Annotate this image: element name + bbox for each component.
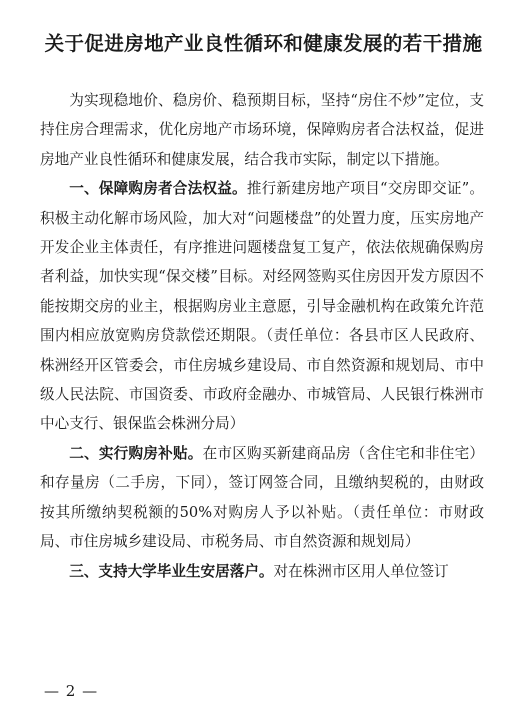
section-heading-1: 一、保障购房者合法权益。: [69, 180, 247, 198]
document-title: 关于促进房地产业良性循环和健康发展的若干措施: [44, 32, 483, 55]
section-paragraph-2: [40, 439, 484, 557]
section-paragraph-3: [40, 557, 484, 586]
section-heading-2: 二、实行购房补贴。: [69, 444, 203, 462]
intro-paragraph: 为实现稳地价、稳房价、稳预期目标，坚持“房住不炒”定位，支持住房合理需求，优化房地产市场环境，保障购房者合法权益，促进房地产业良性循环和健康发展，结合我市实际，制定以下措施。: [40, 92, 484, 168]
section-text-2: 在市区购买新建商品房（含住宅和非住宅）和存量房（二手房，下同），签订网签合同，且缴纳契税的，由财政按其所缴纳契税额的50%对购房人予以补贴。（责任单位：市财政局、市住房城乡建设局、市税务局、市自然资源和规划局）: [40, 444, 484, 551]
section-text-3: 对在株洲市区用人单位签订: [273, 562, 449, 580]
section-text-1: 推行新建房地产项目“交房即交证”。积极主动化解市场风险，加大对“问题楼盘”的处置力度，压实房地产开发企业主体责任，有序推进问题楼盘复工复产，依法依规确保购房者利益，加快实现“保交楼”目标。对经网签购买住房因开发方原因不能按期交房的业主，根据购房业主意愿，引导金融机构在政策允许范围内相应放宽购房贷款偿还期限。（责任单位：各县市区人民政府、株洲经开区管委会，市住房城乡建设局、市自然资源和规划局、市中级人民法院、市国资委、市政府金融办、市城管局、人民银行株洲市中心支行、银保监会株洲分局）: [40, 180, 484, 433]
section-paragraph-1: [40, 174, 484, 439]
section-heading-3: 三、支持大学毕业生安居落户。: [69, 562, 274, 580]
document-body: [40, 86, 484, 586]
page-number: — 2 —: [44, 682, 99, 700]
